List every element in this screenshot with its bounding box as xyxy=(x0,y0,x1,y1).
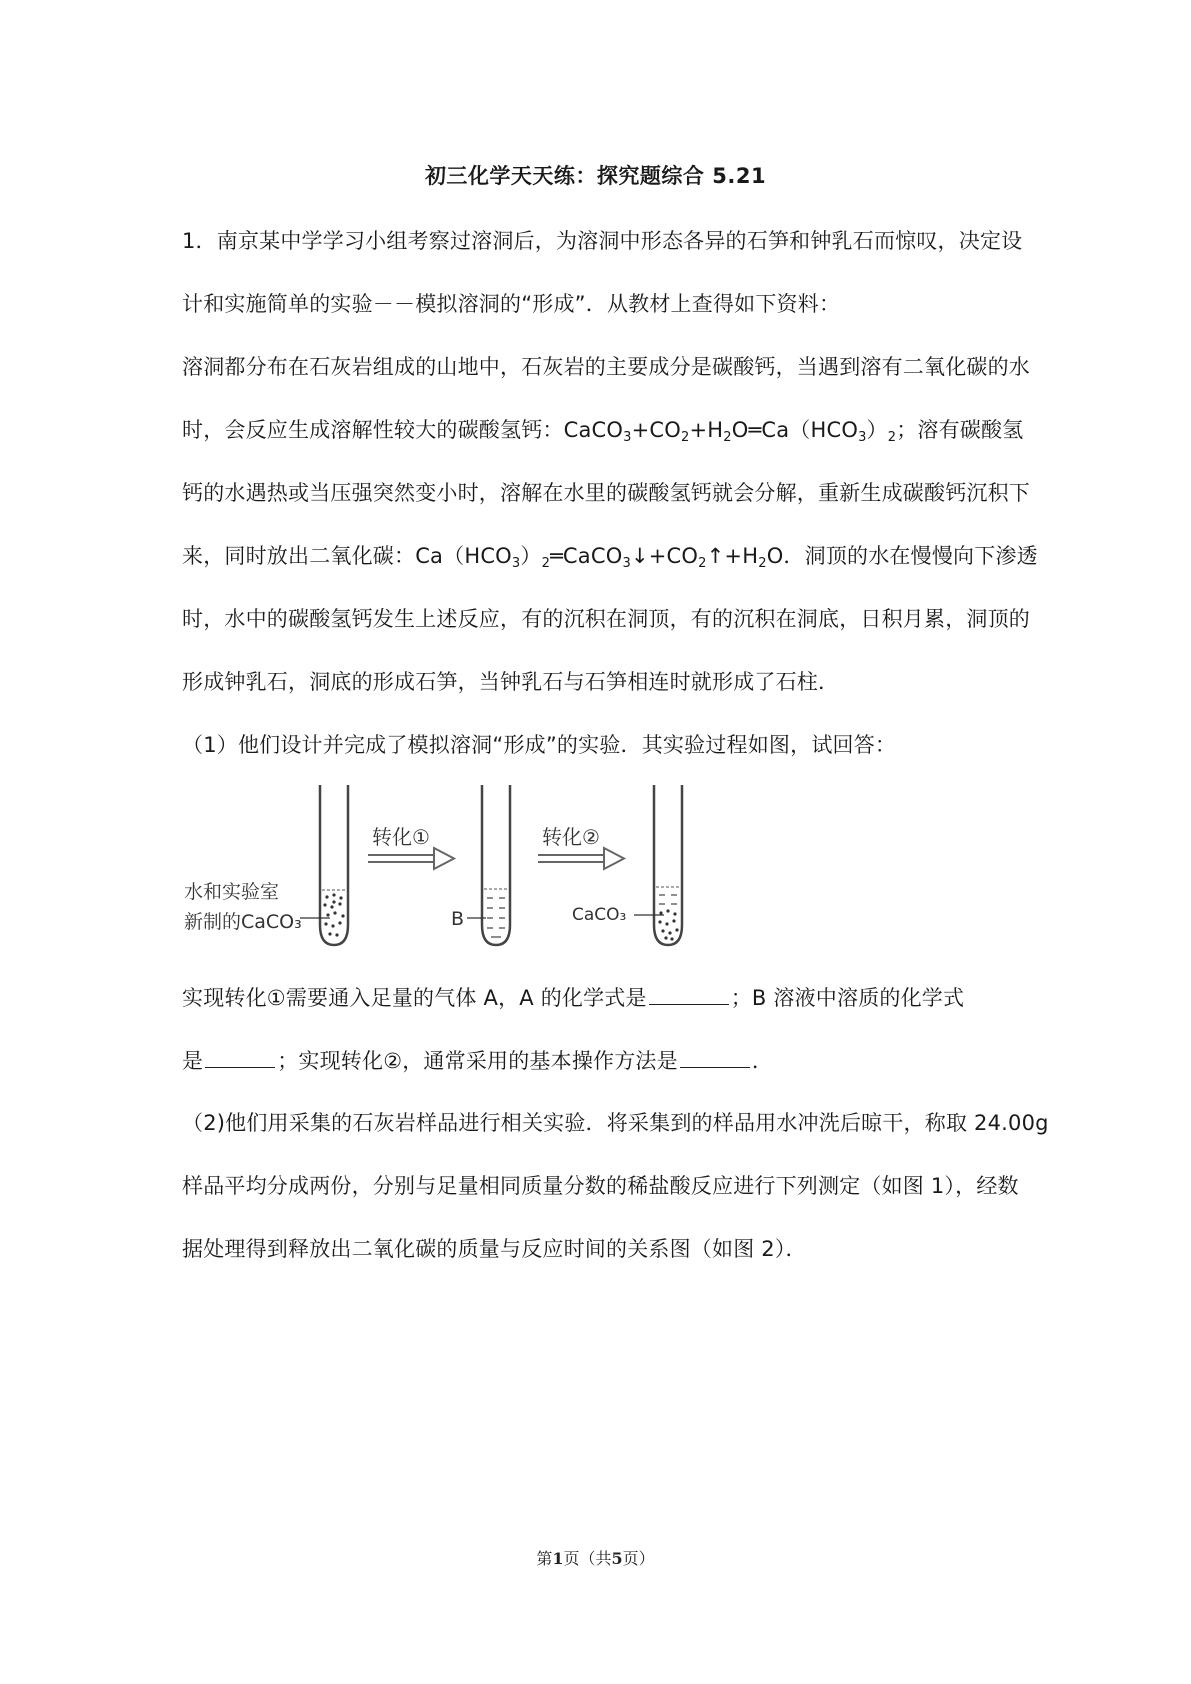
diagram-arrow2-label: 转化② xyxy=(542,825,600,849)
fill-line2: 是 ；实现转化②，通常采用的基本操作方法是 ． xyxy=(182,1045,1022,1076)
q1-line2: 计和实施简单的实验－－模拟溶洞的“形成”．从教材上查得如下资料： xyxy=(182,292,841,316)
diagram-label-left-1: 水和实验室 xyxy=(184,881,280,903)
q1-line8: 形成钟乳石，洞底的形成石笋，当钟乳石与石笋相连时就形成了石柱． xyxy=(182,670,840,694)
page-footer: 第1页（共5页） xyxy=(536,1549,655,1568)
diagram-arrow1-label: 转化① xyxy=(372,825,430,849)
q1-line6: 来，同时放出二氧化碳：$Ca(HCO_3)_2═CaCO_3↓+CO_2↑+H_2O$．洞顶的水在慢慢向下渗透 xyxy=(182,544,1038,571)
page-title: 初三化学天天练：探究题综合 5.21 xyxy=(424,164,767,188)
diagram-label-left-2: 新制的CaCO₃ xyxy=(184,911,302,933)
arrow-1-icon xyxy=(368,848,454,869)
test-tube-3 xyxy=(634,785,682,945)
answer-blank-a[interactable] xyxy=(649,982,729,1005)
experiment-diagram xyxy=(182,785,702,965)
q1-line1: 1．南京某中学学习小组考察过溶洞后，为溶洞中形态各异的石笋和钟乳石而惊叹，决定设 xyxy=(182,229,1023,253)
test-tube-1 xyxy=(300,785,348,945)
q1-line4: 时，会反应生成溶解性较大的碳酸氢钙：$CaCO_3+CO_2+H_2O═Ca(HCO_3)_2$；溶有碳酸氢 xyxy=(182,418,1024,445)
q1-line7: 时，水中的碳酸氢钙发生上述反应，有的沉积在洞顶，有的沉积在洞底，日积月累，洞顶的 xyxy=(182,607,1030,631)
q1-part1: （1）他们设计并完成了模拟溶洞“形成”的实验．其实验过程如图，试回答： xyxy=(182,733,897,757)
q1-line5: 钙的水遇热或当压强突然变小时，溶解在水里的碳酸氢钙就会分解，重新生成碳酸钙沉积下 xyxy=(182,481,1030,505)
test-tube-2 xyxy=(467,785,510,945)
answer-blank-b[interactable] xyxy=(205,1045,275,1068)
diagram-label-caco3: CaCO₃ xyxy=(572,905,627,925)
part2-line3: 据处理得到释放出二氧化碳的质量与反应时间的关系图（如图 2）． xyxy=(182,1237,807,1261)
part2-line1: （2)他们用采集的石灰岩样品进行相关实验．将采集到的样品用水冲洗后晾干，称取 24.00g xyxy=(182,1111,1049,1135)
q1-line3: 溶洞都分布在石灰岩组成的山地中，石灰岩的主要成分是碳酸钙，当遇到溶有二氧化碳的水 xyxy=(182,355,1030,379)
answer-blank-c[interactable] xyxy=(680,1045,750,1068)
diagram-label-b: B xyxy=(451,908,465,930)
part2-line2: 样品平均分成两份，分别与足量相同质量分数的稀盐酸反应进行下列测定（如图 1），经数 xyxy=(182,1174,1019,1198)
fill-line1: 实现转化①需要通入足量的气体 A，A 的化学式是 ；B 溶液中溶质的化学式 xyxy=(182,982,1022,1013)
arrow-2-icon xyxy=(538,848,624,869)
